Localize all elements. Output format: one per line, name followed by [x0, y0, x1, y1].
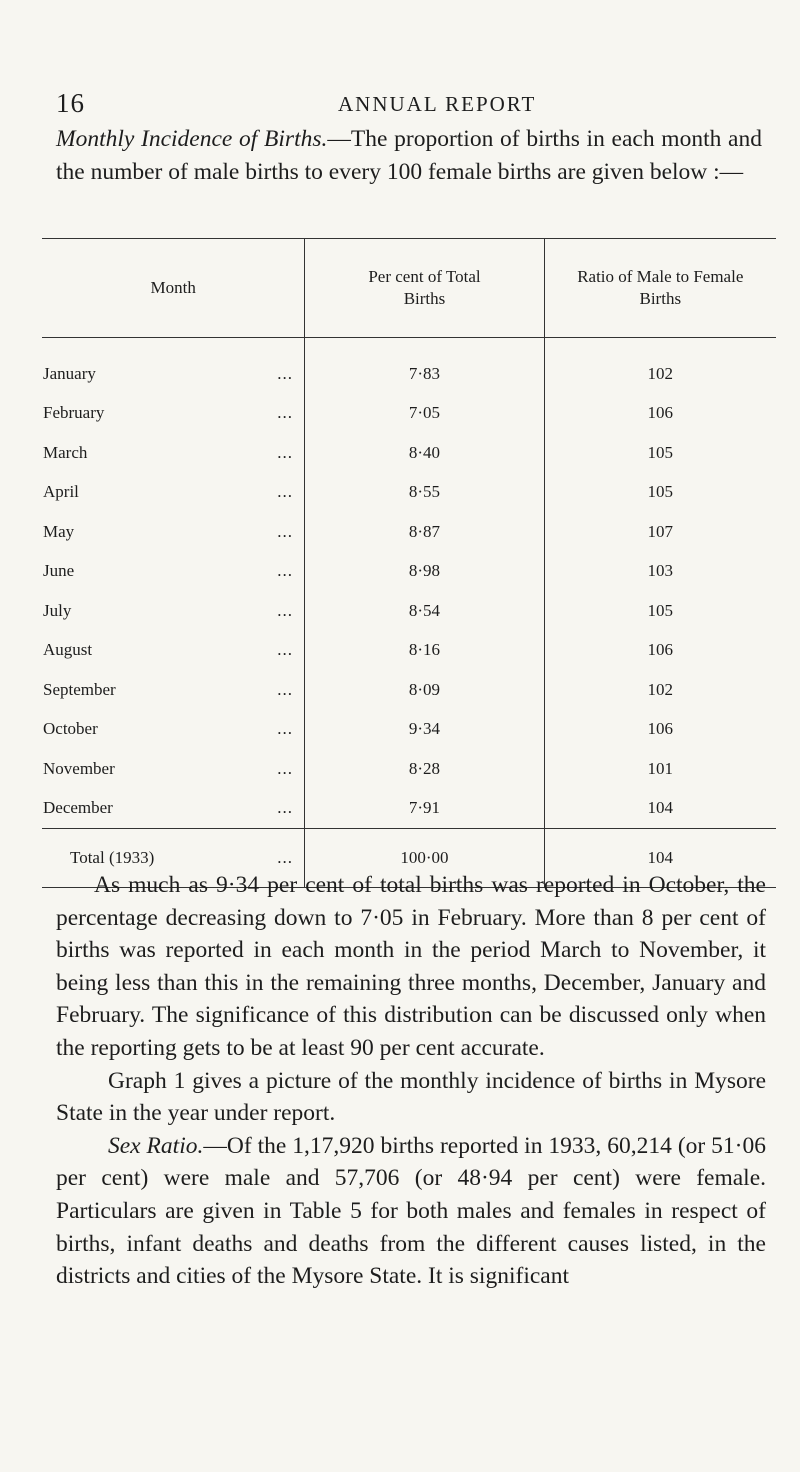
- month-name: June: [43, 561, 75, 581]
- paragraph-graph: Graph 1 gives a picture of the monthly incidence of births in Mysore State in the year under report.: [56, 1067, 766, 1127]
- table-row: [42, 512, 776, 552]
- total-percent: 100·00: [305, 829, 544, 888]
- intro-paragraph: [56, 123, 762, 189]
- leader-dots: ...: [277, 600, 293, 620]
- percent-value: 8·54: [305, 591, 544, 631]
- table-row: [42, 433, 776, 473]
- table-row: [42, 789, 776, 829]
- month-name: January: [43, 363, 96, 383]
- percent-value: 8·87: [305, 512, 544, 552]
- ratio-value: 103: [544, 552, 776, 592]
- running-title: ANNUAL REPORT: [338, 92, 537, 116]
- ratio-value: 101: [544, 749, 776, 789]
- table-row: [42, 473, 776, 513]
- leader-dots: ...: [277, 679, 293, 699]
- table-row: [42, 631, 776, 671]
- sex-ratio-text: —Of the 1,17,920 births reported in 1933, 60,214 (or 51·06 per cent) were male and 57,706 (or 48·94 per cent) were female. Particulars are given in Table 5 for both males and females in respect of births, infant deaths and deaths from the different causes listed, in the districts and cities of the Mysore State. It is significant: [56, 1132, 766, 1290]
- percent-value: 7·91: [305, 789, 544, 829]
- paragraph-october: As much as 9·34 per cent of total births was reported in October, the percentage decreasing down to 7·05 in February. More than 8 per cent of births was reported in each month in the period March to November, it being less than this in the remaining three months, December, January and February. The significance of this distribution can be discussed only when the reporting gets to be at least 90 per cent accurate.: [56, 872, 766, 1061]
- ratio-value: 102: [544, 670, 776, 710]
- paragraph-sex-ratio: [56, 1130, 766, 1293]
- percent-value: 8·55: [305, 473, 544, 513]
- ratio-value: 105: [544, 473, 776, 513]
- column-header-ratio: [544, 239, 776, 338]
- ratio-value: 107: [544, 512, 776, 552]
- ratio-value: 102: [544, 338, 776, 394]
- leader-dots: ...: [277, 403, 293, 423]
- sex-ratio-heading: Sex Ratio.: [108, 1132, 204, 1159]
- ratio-value: 106: [544, 631, 776, 671]
- month-name: February: [43, 403, 105, 423]
- percent-value: 8·28: [305, 749, 544, 789]
- total-ratio: 104: [544, 829, 776, 888]
- leader-dots: ...: [277, 719, 293, 739]
- page-number: 16: [56, 88, 85, 118]
- percent-value: 8·98: [305, 552, 544, 592]
- intro-text: —The proportion of births in each month and the number of male births to every 100 female births are given below :—: [56, 126, 762, 185]
- ratio-value: 105: [544, 591, 776, 631]
- table-row: [42, 591, 776, 631]
- column-header-month: Month: [150, 278, 196, 297]
- ratio-value: 106: [544, 394, 776, 434]
- month-name: September: [43, 679, 116, 699]
- column-header-percent-label: Per cent of Total Births: [368, 267, 481, 308]
- percent-value: 8·16: [305, 631, 544, 671]
- leader-dots: ...: [277, 758, 293, 778]
- table-row: [42, 552, 776, 592]
- body-text: [56, 869, 766, 1293]
- leader-dots: ...: [277, 521, 293, 541]
- month-name: May: [43, 521, 75, 541]
- table-row: [42, 394, 776, 434]
- ratio-value: 105: [544, 433, 776, 473]
- section-heading: Monthly Incidence of Births.: [56, 126, 328, 152]
- percent-value: 9·34: [305, 710, 544, 750]
- percent-value: 7·83: [305, 338, 544, 394]
- month-name: April: [43, 482, 79, 502]
- column-header-percent: [305, 239, 544, 338]
- month-name: October: [43, 719, 98, 739]
- month-name: December: [43, 798, 113, 818]
- total-label: Total (1933): [70, 848, 155, 867]
- leader-dots: ...: [277, 363, 293, 383]
- month-name: March: [43, 442, 88, 462]
- leader-dots: ...: [277, 848, 293, 867]
- month-name: November: [43, 758, 115, 778]
- page-header: [56, 88, 756, 118]
- leader-dots: ...: [277, 640, 293, 660]
- table-row: [42, 749, 776, 789]
- births-table: [42, 238, 776, 888]
- table-row: [42, 338, 776, 394]
- leader-dots: ...: [277, 442, 293, 462]
- table-row: [42, 710, 776, 750]
- leader-dots: ...: [277, 561, 293, 581]
- leader-dots: ...: [277, 798, 293, 818]
- month-name: August: [43, 640, 93, 660]
- ratio-value: 104: [544, 789, 776, 829]
- column-header-ratio-label: Ratio of Male to Female Births: [577, 267, 744, 308]
- table-row: [42, 670, 776, 710]
- percent-value: 8·40: [305, 433, 544, 473]
- month-name: July: [43, 600, 72, 620]
- leader-dots: ...: [277, 482, 293, 502]
- table-header-row: [42, 239, 776, 338]
- ratio-value: 106: [544, 710, 776, 750]
- percent-value: 7·05: [305, 394, 544, 434]
- percent-value: 8·09: [305, 670, 544, 710]
